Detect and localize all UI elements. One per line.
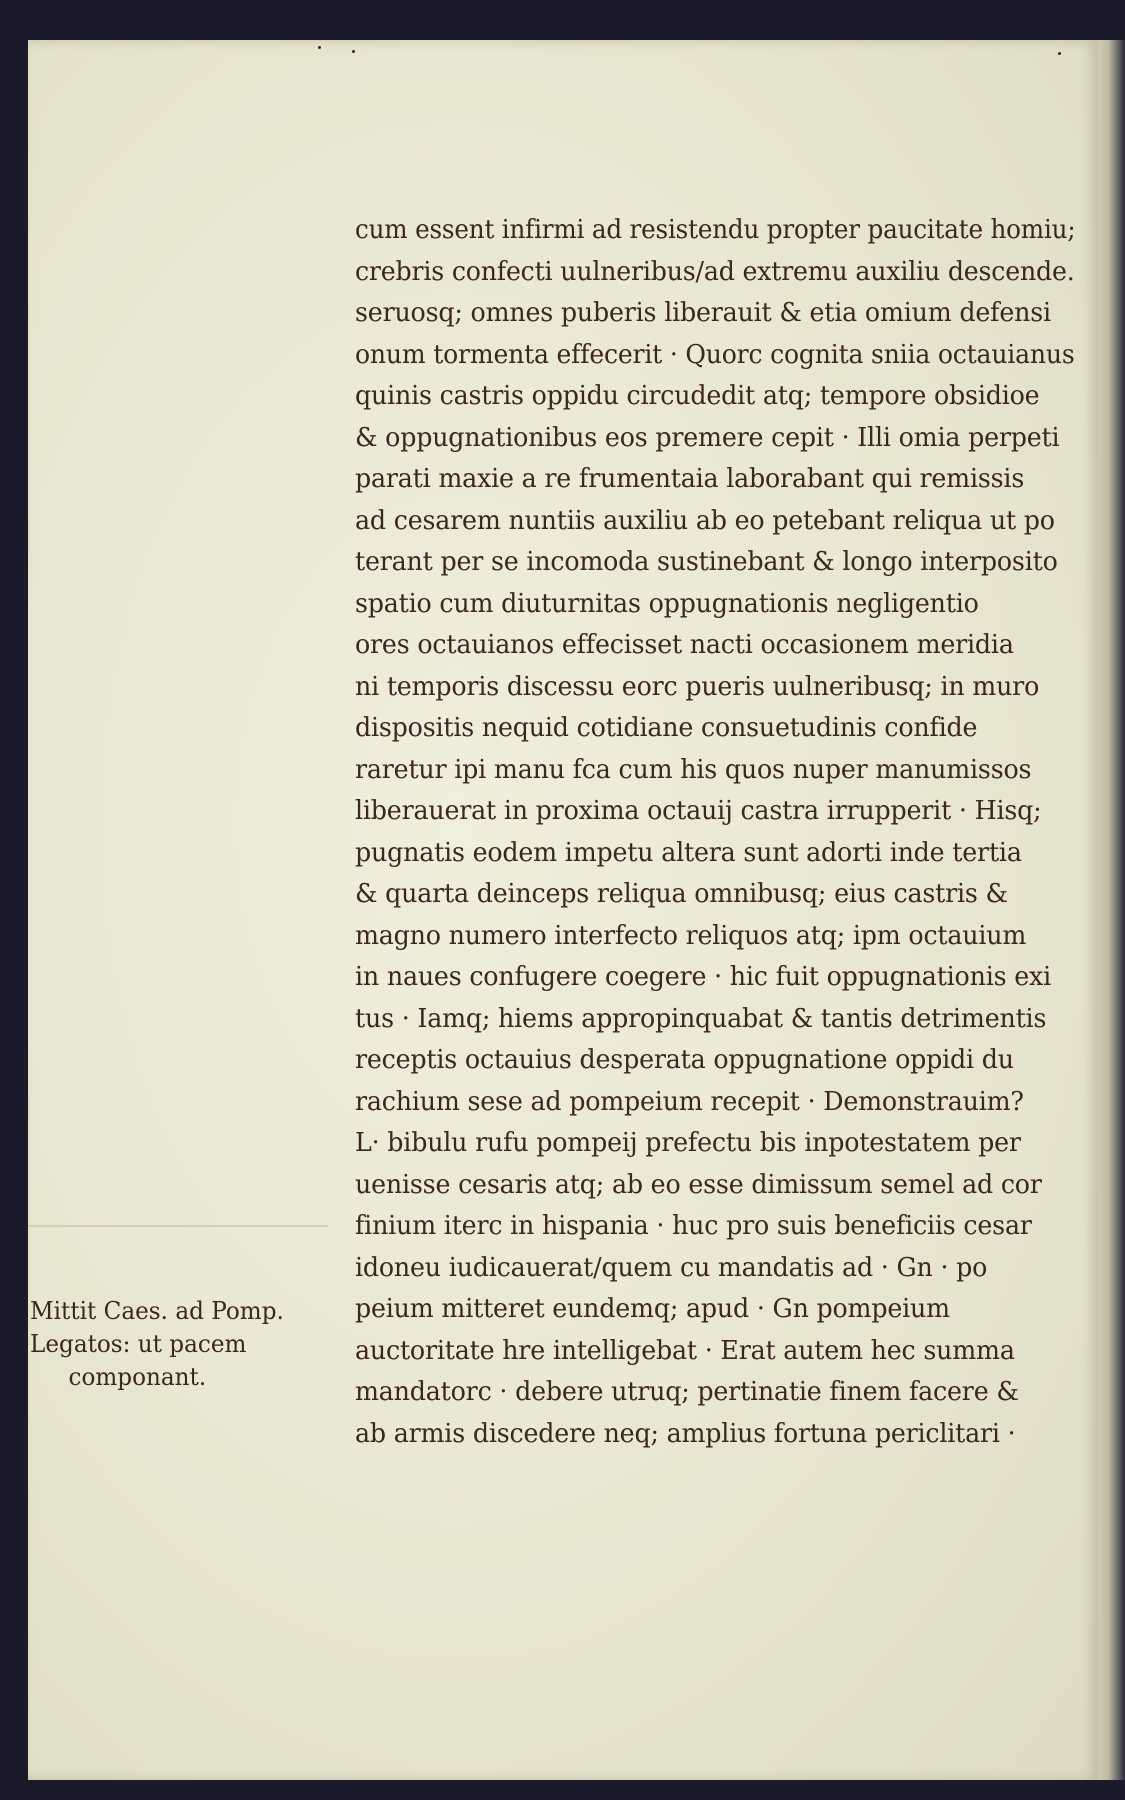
text-line: terant per se incomoda sustinebant & longo interposito [355, 547, 1058, 577]
text-line: receptis octauius desperata oppugnatione oppidi du [355, 1045, 1014, 1075]
main-text-block [355, 210, 1095, 1455]
text-line: ores octauianos effecisset nacti occasionem meridia [355, 630, 1014, 660]
page-gutter [1098, 40, 1125, 1780]
text-line: pugnatis eodem impetu altera sunt adorti inde tertia [355, 837, 1022, 868]
text-line: seruosq; omnes puberis liberauit & etia omium defensi [355, 298, 1051, 328]
text-line: idoneu iudicauerat/quem cu mandatis ad · Gn · po [355, 1252, 988, 1283]
text-line: raretur ipi manu fca cum his quos nuper manumissos [355, 754, 1032, 785]
text-line: & quarta deinceps reliqua omnibusq; eius castris & [355, 879, 1008, 909]
text-line: spatio cum diuturnitas oppugnationis negligentio [355, 588, 979, 619]
margin-note [30, 1295, 300, 1394]
margin-note-line: Legatos: ut pacem [30, 1330, 247, 1358]
ink-speck [1058, 52, 1061, 55]
text-line: rachium sese ad pompeium recepit · Demonstrauim? [355, 1086, 1024, 1117]
text-line: in naues confugere coegere · hic fuit oppugnationis exi [355, 962, 1051, 992]
ink-speck [318, 46, 321, 49]
text-line: tus · Iamq; hiems appropinquabat & tantis detrimentis [355, 1003, 1047, 1034]
text-line: peium mitteret eundemq; apud · Gn pompeium [355, 1294, 950, 1324]
text-line: ni temporis discessu eorc pueris uulneribusq; in muro [355, 671, 1040, 702]
margin-note-line: componant. [68, 1363, 207, 1391]
ink-speck [352, 50, 355, 53]
text-line: ab armis discedere neq; amplius fortuna periclitari · [355, 1418, 1016, 1449]
text-line: mandatorc · debere utruq; pertinatie finem facere & [355, 1377, 1019, 1407]
text-line: crebris confecti uulneribus/ad extremu auxiliu descende. [355, 256, 1075, 287]
text-line: liberauerat in proxima octauij castra irrupperit · Hisq; [355, 796, 1042, 826]
text-line: parati maxie a re frumentaia laborabant qui remissis [355, 464, 1025, 494]
text-line: cum essent infirmi ad resistendu propter paucitate homiu; [355, 215, 1076, 245]
margin-note-line: Mittit Caes. ad Pomp. [30, 1297, 284, 1325]
text-line: finium iterc in hispania · huc pro suis beneficiis cesar [355, 1211, 1032, 1241]
text-line: L· bibulu rufu pompeij prefectu bis inpotestatem per [355, 1128, 1021, 1158]
text-line: quinis castris oppidu circudedit atq; tempore obsidioe [355, 381, 1040, 411]
text-line: & oppugnationibus eos premere cepit · Illi omia perpeti [355, 422, 1060, 453]
text-line: uenisse cesaris atq; ab eo esse dimissum semel ad cor [355, 1169, 1042, 1200]
text-line: auctoritate hre intelligebat · Erat autem hec summa [355, 1335, 1015, 1366]
text-line: dispositis nequid cotidiane consuetudinis confide [355, 713, 978, 743]
text-line: ad cesarem nuntiis auxiliu ab eo petebant reliqua ut po [355, 505, 1055, 536]
text-line: magno numero interfecto reliquos atq; ipm octauium [355, 920, 1027, 951]
text-line: onum tormenta effecerit · Quorc cognita sniia octauianus [355, 339, 1075, 370]
fold-crease [28, 1225, 328, 1227]
